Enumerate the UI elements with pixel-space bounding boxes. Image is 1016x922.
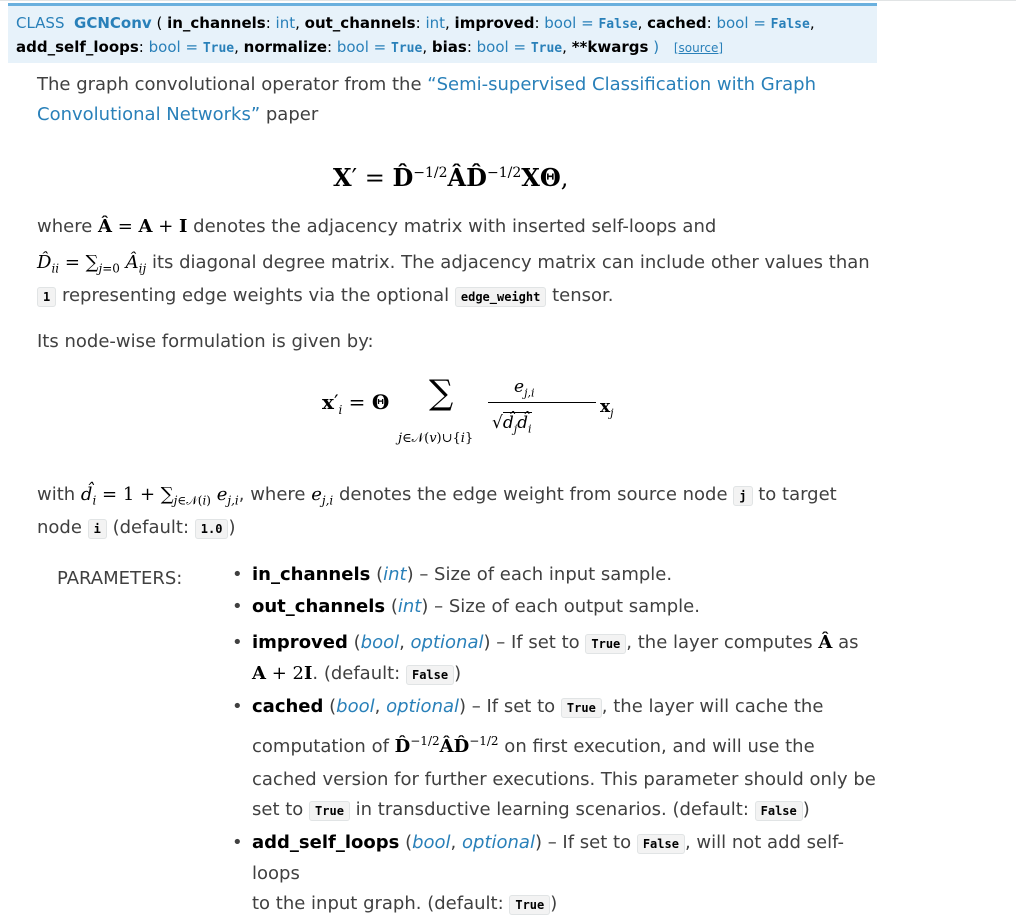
where-text-4: representing edge weights via the optional <box>56 285 455 306</box>
with-text-5: node <box>37 517 88 538</box>
with-text-2: , where <box>238 484 312 505</box>
main-equation: X′ = D̂$^{-1/2}$ÂD̂$^{-1/2}$XΘ, <box>333 163 569 192</box>
code-j: j <box>733 486 752 506</box>
param-type: int <box>397 596 422 617</box>
sig-param-type: int <box>275 14 296 32</box>
sig-param-name: improved <box>454 14 535 32</box>
param-type: bool <box>360 632 400 653</box>
paper-link[interactable]: “Semi-supervised Classification with Graph Convolutional Networks” <box>37 74 816 125</box>
intro-text-end: paper <box>260 104 319 125</box>
param-desc: ) <box>454 663 462 684</box>
code-false: False <box>755 801 803 821</box>
param-desc: . (default: <box>312 663 406 684</box>
sig-param-name: bias <box>431 38 467 56</box>
sig-param-type: bool <box>148 38 181 56</box>
code-true: True <box>585 634 626 654</box>
param-item: • out_channels (int) – Size of each output sample. <box>230 592 890 622</box>
param-optional: optional <box>462 832 535 853</box>
code-default: 1.0 <box>195 519 229 539</box>
param-desc: in transductive learning scenarios. (default: <box>349 799 755 820</box>
nodewise-equation: $x'_i = \Theta$ ∑ j∈𝒩(v)∪{i} $e_{j,i}$ $√d̂_jd̂_i$ $x_j$ <box>322 373 614 446</box>
where-text: where <box>37 216 99 237</box>
sig-param-default: False <box>770 17 810 32</box>
with-paragraph-line2 <box>37 513 882 544</box>
param-type: bool <box>412 832 451 853</box>
code-one: 1 <box>37 287 56 307</box>
code-i: i <box>88 519 107 539</box>
sig-param-default: True <box>530 41 563 56</box>
code-true: True <box>509 895 550 915</box>
param-optional: optional <box>410 632 484 653</box>
sig-param-name: normalize <box>243 38 327 56</box>
param-name: add_self_loops <box>252 832 400 853</box>
class-keyword: CLASS <box>16 14 65 32</box>
param-type: int <box>383 564 407 585</box>
with-text: with <box>37 484 81 505</box>
param-name: improved <box>252 632 348 653</box>
with-text-3: denotes the edge weight from source node <box>333 484 734 505</box>
sig-param-type: int <box>425 14 445 32</box>
where-text-2: denotes the adjacency matrix with inserted self-loops and <box>187 216 717 237</box>
param-desc: – If set to <box>490 632 586 653</box>
sig-param-default: False <box>598 17 638 32</box>
with-text-4: to target <box>752 484 837 505</box>
sig-param-name: cached <box>647 14 707 32</box>
code-false: False <box>637 834 685 854</box>
param-desc: set to <box>252 799 310 820</box>
param-name: out_channels <box>252 596 386 617</box>
sig-param-name: add_self_loops <box>16 38 139 56</box>
with-text-6: (default: <box>106 517 195 538</box>
sig-param-default: True <box>391 41 423 56</box>
param-type: bool <box>336 696 375 717</box>
parameters-label: PARAMETERS: <box>57 568 183 589</box>
param-desc: computation of <box>252 736 395 757</box>
where-text-5: tensor. <box>546 285 614 306</box>
param-desc: , will not add self-loops <box>252 832 844 884</box>
class-signature: CLASS GCNConv ( in_channels: int, out_channels: int, improved: bool = False, cached: bool = False, add_self_loops: bool = True, normalize: bool = True, bias: bool = True, **kwargs ) [source] <box>8 3 877 63</box>
param-item: • in_channels (int) – Size of each input sample. <box>230 560 890 590</box>
with-text-7: ) <box>228 517 236 538</box>
intro-text: The graph convolutional operator from the <box>37 74 428 95</box>
sig-param-type: bool <box>476 38 509 56</box>
param-desc: , the layer will cache the <box>601 696 824 717</box>
where-paragraph: where Â = A + I denotes the adjacency matrix with inserted self-loops and <box>37 216 717 237</box>
param-desc: ) <box>550 893 558 914</box>
intro-paragraph <box>37 70 882 130</box>
param-name: in_channels <box>252 564 371 585</box>
param-desc: as <box>832 632 859 653</box>
param-desc: – Size of each output sample. <box>428 596 700 617</box>
sig-param-type: bool <box>716 14 749 32</box>
param-desc: ) <box>802 799 810 820</box>
param-desc: on first execution, and will use the <box>498 736 815 757</box>
sig-param-name: out_channels <box>304 14 416 32</box>
param-name: cached <box>252 696 324 717</box>
parameters-list <box>230 560 890 922</box>
top-divider <box>0 0 1016 1</box>
param-desc: – If set to <box>466 696 561 717</box>
param-item: • cached (bool, optional) – If set to True , the layer will cache the computation of D̂$^{-1/2}$ÂD̂$^{-1/2}$ on first execution, and will use the cached version for further executions. This parameter should only be set to True in transductive learning scenarios. (default: False ) <box>230 692 890 826</box>
code-true: True <box>309 801 350 821</box>
code-edge-weight: edge_weight <box>455 287 546 307</box>
where-paragraph-line3 <box>37 281 882 312</box>
param-desc: – Size of each input sample. <box>413 564 673 585</box>
sig-param-default: True <box>202 41 235 56</box>
param-desc: to the input graph. (default: <box>252 893 510 914</box>
param-item: • add_self_loops (bool, optional) – If set to False , will not add self-loops to the input graph. (default: True ) <box>230 828 890 920</box>
source-link[interactable]: [source] <box>673 41 724 55</box>
param-optional: optional <box>386 696 460 717</box>
sig-param-name: in_channels <box>167 14 266 32</box>
where-text-3: its diagonal degree matrix. The adjacency matrix can include other values than <box>146 252 870 273</box>
param-desc: , the layer computes <box>626 632 819 653</box>
code-true: True <box>561 698 602 718</box>
param-item: • improved (bool, optional) – If set to True , the layer computes Â as A + 2I. (default: False ) <box>230 628 890 690</box>
code-false: False <box>406 665 454 685</box>
param-desc: cached version for further executions. This parameter should only be <box>252 769 876 790</box>
param-desc: – If set to <box>541 832 637 853</box>
nodewise-heading: Its node-wise formulation is given by: <box>37 331 374 352</box>
with-paragraph: with $d̂_i = 1 + \sum_{j\in 𝒩(i)}$ $e_{j,i}$, where $e_{j,i}$ denotes the edge weight from source node j to target <box>37 484 837 508</box>
class-name: GCNConv <box>74 14 152 32</box>
sig-param-type: bool <box>336 38 369 56</box>
sig-param-type: bool <box>544 14 577 32</box>
where-paragraph-line2: $D̂_{ii} = \sum_{j=0}$ $Â_{ij}$ its diagonal degree matrix. The adjacency matrix can include other values than <box>37 252 870 276</box>
sig-kwargs: **kwargs <box>571 38 649 56</box>
